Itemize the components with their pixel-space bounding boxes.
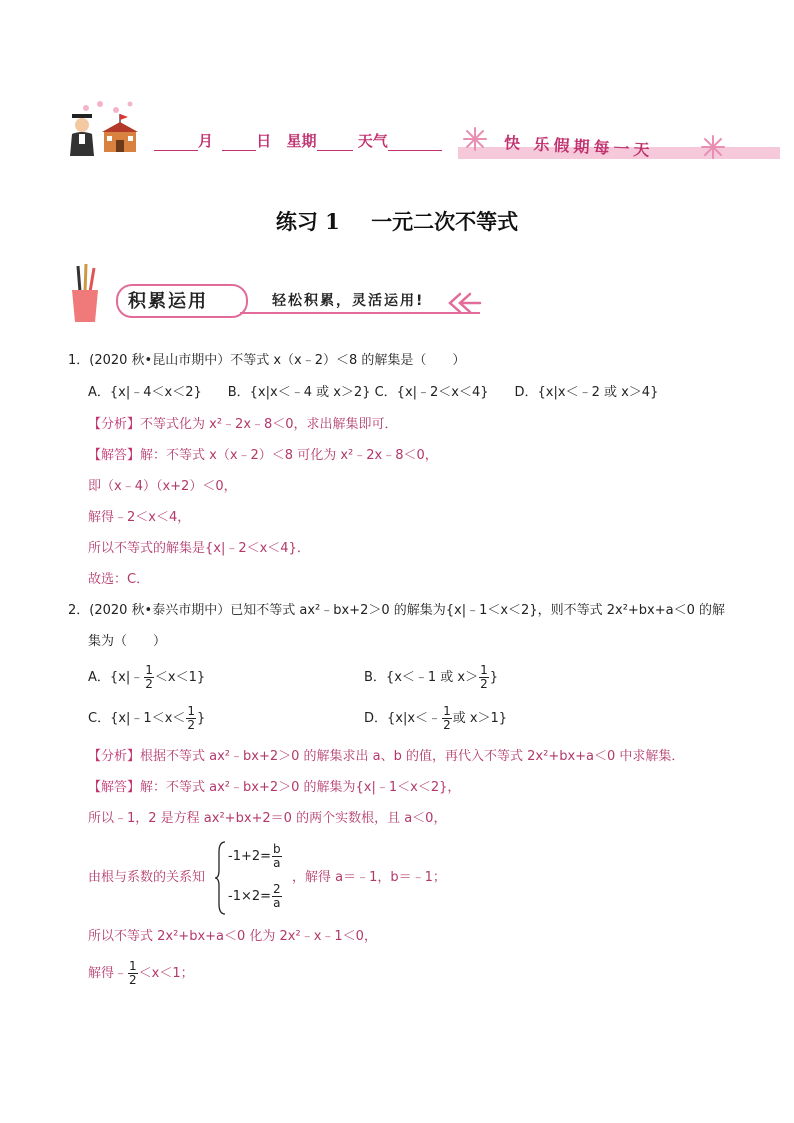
month-label: 月	[198, 132, 214, 150]
q2-relation-post: ，解得 a＝﹣1，b＝﹣1；	[292, 870, 446, 885]
fraction-num: 1	[443, 704, 451, 718]
option-a-pre: A．{x|﹣	[88, 670, 144, 685]
equation-2	[228, 883, 283, 910]
q2-option-c	[88, 705, 205, 732]
double-arrow-icon	[446, 290, 482, 316]
fraction-num: b	[273, 842, 281, 856]
analysis-text: 不等式化为 x²﹣2x﹣8＜0，求出解集即可．	[140, 417, 398, 432]
fraction-num: 1	[480, 663, 488, 677]
section-underline	[240, 312, 480, 314]
fraction-half	[442, 705, 452, 732]
solution-tag: 【解答】	[88, 780, 141, 795]
solution-text: 解：不等式 x（x﹣2）＜8 可化为 x²﹣2x﹣8＜0，	[140, 448, 438, 463]
pencil-cup-icon	[68, 262, 102, 324]
q1-solution-1	[88, 447, 438, 465]
option-c-pre: C．{x|﹣1＜x＜	[88, 711, 186, 726]
q1-analysis	[88, 416, 398, 434]
fraction-den: a	[273, 896, 281, 910]
q2-analysis	[88, 748, 684, 766]
weather-label: 天气	[357, 132, 388, 150]
q2-solution-1	[88, 779, 460, 797]
fraction-den: 2	[145, 677, 153, 691]
fraction-num: 1	[145, 663, 153, 677]
fraction-num: 2	[273, 882, 281, 896]
q1-choice: 故选：C．	[88, 572, 150, 587]
q1-solution-3: 解得﹣2＜x＜4，	[88, 510, 191, 525]
q1-solution-4: 所以不等式的解集是{x|﹣2＜x＜4}．	[88, 541, 310, 556]
q2-option-b	[364, 664, 498, 691]
fraction-den: 2	[480, 677, 488, 691]
q1-solution-2: 即（x﹣4）（x+2）＜0，	[88, 479, 237, 494]
snowflake-icon	[700, 134, 726, 160]
analysis-tag: 【分析】	[88, 749, 141, 764]
happy-slogan: 快 乐假期每一天	[503, 133, 654, 160]
fraction-half	[144, 664, 154, 691]
q2-option-a	[88, 664, 205, 691]
snowflake-cluster-icon	[78, 98, 138, 118]
analysis-tag: 【分析】	[88, 417, 141, 432]
fraction-half	[479, 664, 489, 691]
fraction-num: 1	[187, 704, 196, 718]
fraction-half	[128, 960, 138, 987]
q2-solution-3: 所以不等式 2x²+bx+a＜0 化为 2x²﹣x﹣1＜0，	[88, 929, 377, 944]
snowflake-icon	[462, 126, 488, 152]
page-title	[0, 206, 794, 236]
option-c-post: }	[197, 711, 206, 726]
q2-relation-pre: 由根与系数的关系知	[88, 870, 206, 885]
solution-4-post: ＜x＜1；	[138, 966, 194, 981]
day-label: 日	[256, 132, 272, 150]
date-line	[154, 130, 442, 151]
solution-text: 解：不等式 ax²﹣bx+2＞0 的解集为{x|﹣1＜x＜2}，	[140, 780, 461, 795]
q2-solution-4	[88, 960, 194, 987]
equation-2-pre: -1×2=	[228, 889, 272, 904]
teacher-icon	[64, 112, 100, 158]
equation-1	[228, 843, 283, 870]
section-subtitle: 轻松积累，灵活运用!	[272, 293, 425, 309]
q2-stem-2: 集为（ ）	[88, 634, 167, 649]
week-label: 星期	[286, 132, 317, 150]
fraction-den: a	[273, 856, 281, 870]
q1-options: A．{x|﹣4＜x＜2} B．{x|x＜﹣4 或 x＞2} C．{x|﹣2＜x＜4} D．{x|x＜﹣2 或 x＞4}	[88, 385, 659, 400]
option-a-post: ＜x＜1}	[154, 670, 206, 685]
fraction-2-over-a	[272, 883, 282, 910]
option-d-pre: D．{x|x＜﹣	[364, 711, 442, 726]
fraction-b-over-a	[272, 843, 282, 870]
q2-solution-2: 所以﹣1，2 是方程 ax²+bx+2＝0 的两个实数根，且 a＜0，	[88, 811, 447, 826]
option-b-post: }	[489, 670, 499, 685]
equation-1-pre: -1+2=	[228, 849, 272, 864]
title-number: 练习 1	[275, 209, 340, 234]
section-label: 积累运用	[128, 291, 208, 312]
q2-stem-1: 2．(2020 秋•泰兴市期中）已知不等式 ax²﹣bx+2＞0 的解集为{x|﹣1＜x＜2}，则不等式 2x²+bx+a＜0 的解	[68, 603, 726, 618]
option-b-pre: B．{x＜﹣1 或 x＞	[364, 670, 479, 685]
school-icon	[98, 112, 142, 154]
q2-option-d	[364, 705, 507, 732]
title-name: 一元二次不等式	[371, 209, 519, 234]
fraction-den: 2	[187, 718, 196, 732]
fraction-half	[186, 705, 196, 732]
fraction-num: 1	[129, 959, 137, 973]
analysis-text: 根据不等式 ax²﹣bx+2＞0 的解集求出 a、b 的值，再代入不等式 2x²+bx+a＜0 中求解集．	[140, 749, 685, 764]
fraction-den: 2	[129, 973, 137, 987]
fraction-den: 2	[443, 718, 451, 732]
option-d-post: 或 x＞1}	[452, 711, 508, 726]
q1-stem: 1．(2020 秋•昆山市期中）不等式 x（x﹣2）＜8 的解集是（ ）	[68, 353, 466, 368]
solution-4-pre: 解得﹣	[88, 966, 128, 981]
solution-tag: 【解答】	[88, 448, 141, 463]
brace-icon	[214, 840, 226, 916]
